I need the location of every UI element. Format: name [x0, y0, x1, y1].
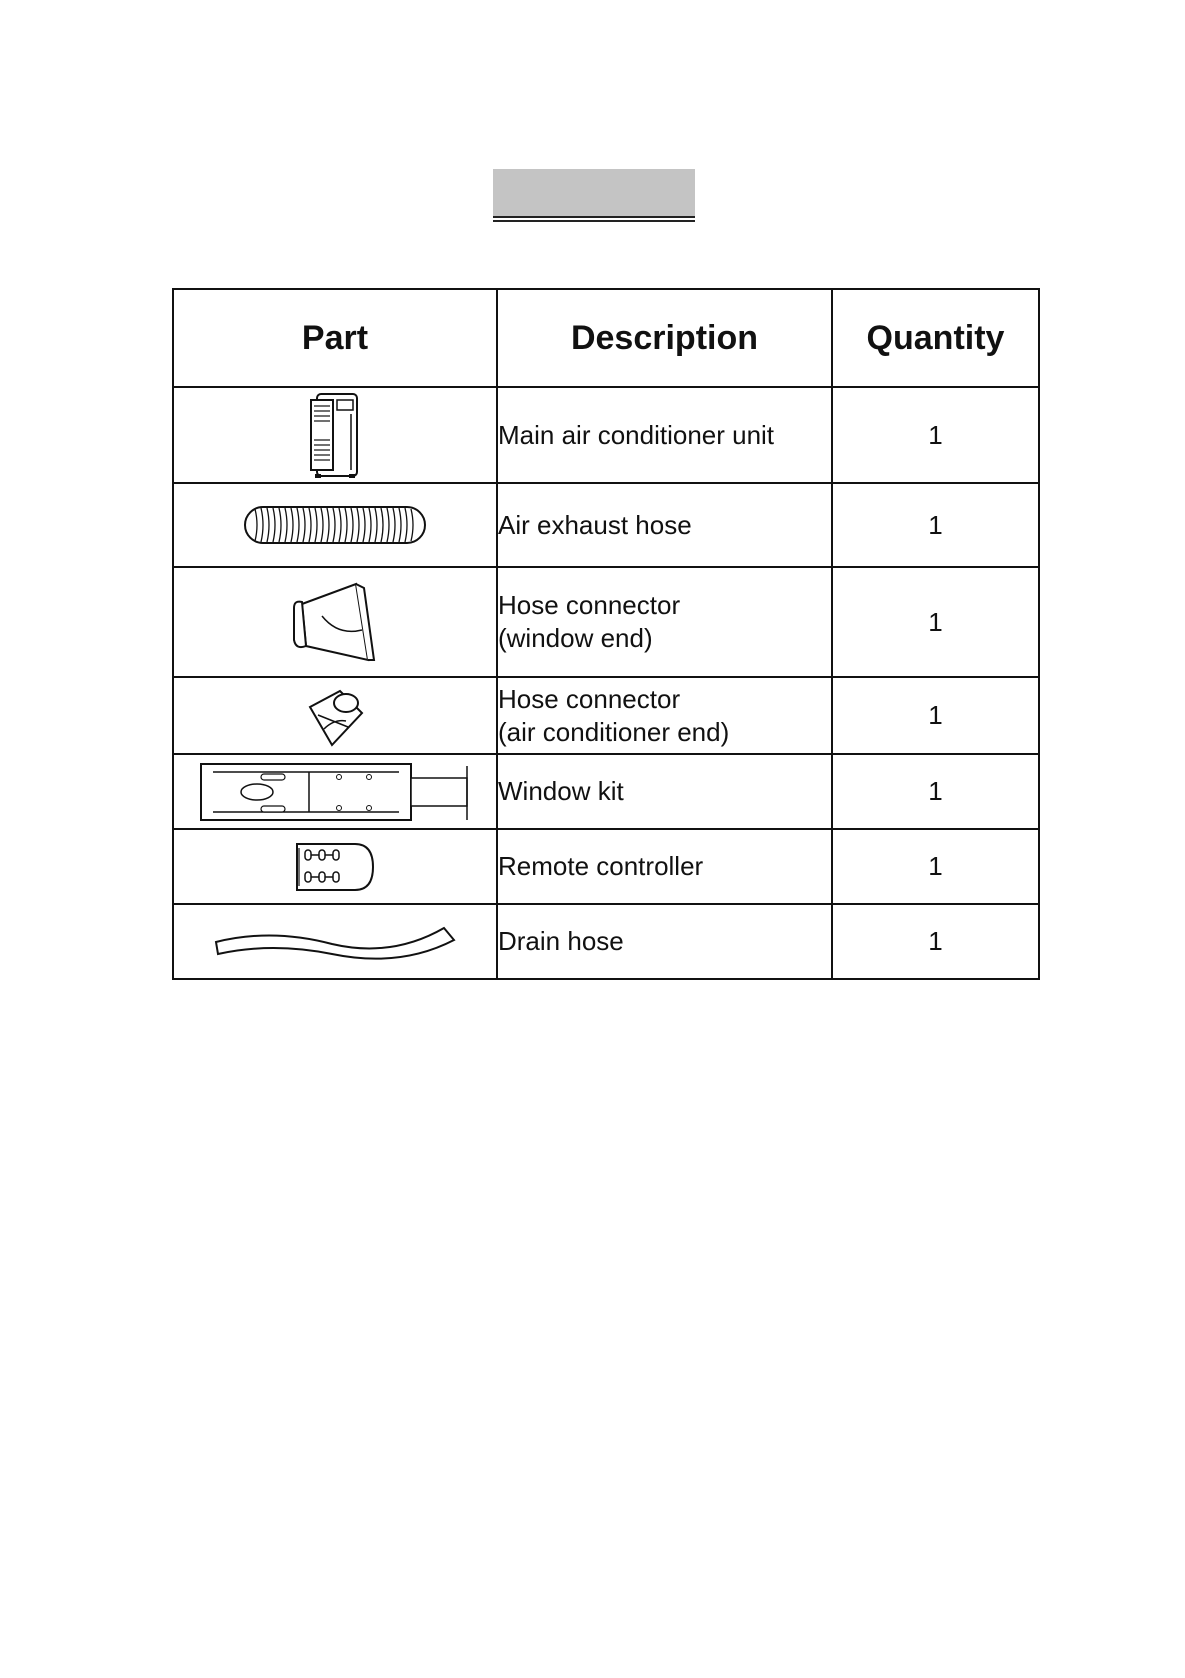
window-kit-icon: [199, 760, 471, 824]
table-row: [173, 904, 1039, 979]
section-title-underline: [493, 216, 695, 222]
description-cell: [497, 829, 832, 904]
part-image-cell: [173, 829, 497, 904]
quantity-cell: 1: [832, 677, 1039, 754]
window-end-connector-icon: [290, 580, 380, 664]
table-row: [173, 387, 1039, 483]
header-description: Description: [497, 289, 832, 387]
table-row: [173, 567, 1039, 677]
part-image-cell: [173, 904, 497, 979]
description-text: Hose connector: [498, 683, 681, 714]
table-header-row: [173, 289, 1039, 387]
description-text: Hose connector: [498, 590, 681, 620]
parts-table: [172, 288, 1040, 980]
table-row: [173, 677, 1039, 754]
part-image-cell: [173, 387, 497, 483]
table-row: [173, 829, 1039, 904]
description-cell: [497, 754, 832, 829]
description-text: Air exhaust hose: [498, 509, 692, 540]
table-row: [173, 483, 1039, 567]
exhaust-hose-icon: [243, 503, 427, 547]
part-image-cell: [173, 567, 497, 677]
quantity-cell: 1: [832, 567, 1039, 677]
description-text: Drain hose: [498, 926, 624, 956]
air-conditioner-unit-icon: [305, 390, 365, 480]
header-quantity: Quantity: [832, 289, 1039, 387]
drain-hose-icon: [212, 920, 458, 964]
description-text: (air conditioner end): [498, 716, 730, 747]
description-text: Remote controller: [498, 851, 704, 881]
quantity-cell: 1: [832, 829, 1039, 904]
header-part: Part: [173, 289, 497, 387]
quantity-cell: 1: [832, 483, 1039, 567]
description-text: Main air conditioner unit: [498, 419, 775, 450]
description-cell: [497, 567, 832, 677]
quantity-cell: 1: [832, 387, 1039, 483]
part-image-cell: [173, 754, 497, 829]
remote-controller-icon: [293, 840, 377, 894]
description-text: (window end): [498, 623, 653, 653]
section-title-bar: [493, 169, 695, 217]
description-text: Window kit: [498, 776, 624, 806]
description-cell: [497, 387, 832, 483]
quantity-cell: 1: [832, 904, 1039, 979]
part-image-cell: [173, 677, 497, 754]
table-row: [173, 754, 1039, 829]
part-image-cell: [173, 483, 497, 567]
description-cell: [497, 483, 832, 567]
quantity-cell: 1: [832, 754, 1039, 829]
description-cell: [497, 677, 832, 754]
description-cell: [497, 904, 832, 979]
ac-end-connector-icon: [302, 683, 368, 749]
